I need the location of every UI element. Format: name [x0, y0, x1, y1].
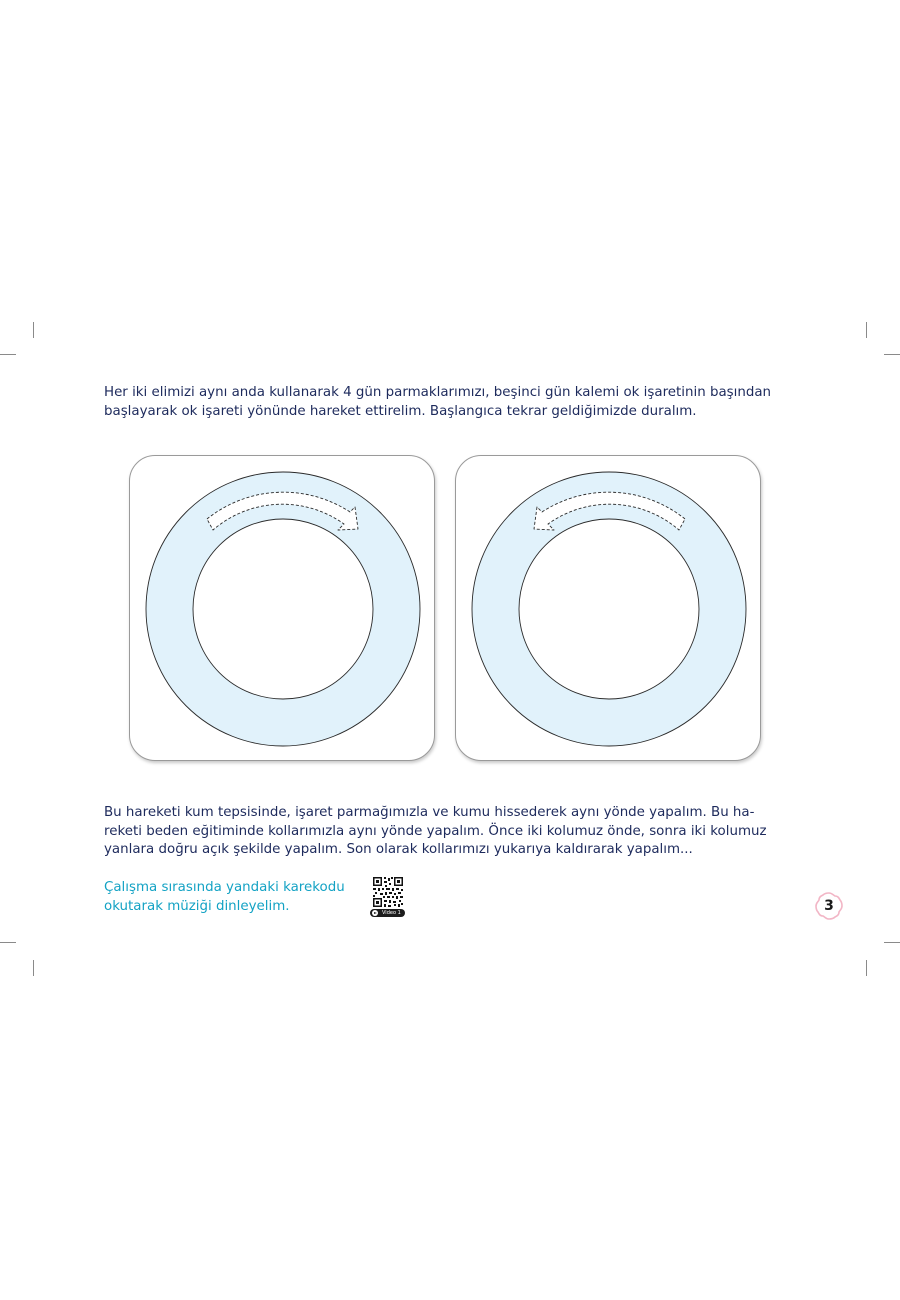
- crop-mark: [884, 354, 900, 355]
- intro-instructions: [104, 384, 784, 421]
- tracing-ring: [130, 456, 436, 762]
- follow-up-line: Bu hareketi kum tepsisinde, işaret parmağımızla ve kumu hissederek aynı yönde yapalım. Bu ha-: [104, 805, 755, 820]
- music-note-line: Çalışma sırasında yandaki karekodu: [104, 880, 345, 895]
- crop-mark: [0, 942, 16, 943]
- crop-mark: [866, 322, 867, 338]
- crop-mark: [33, 960, 34, 976]
- video-label[interactable]: [370, 909, 405, 917]
- crop-mark: [866, 960, 867, 976]
- intro-line: Her iki elimizi aynı anda kullanarak 4 gün parmaklarımızı, beşinci gün kalemi ok işaretinin başından: [104, 385, 772, 400]
- inner-circle: [519, 519, 699, 699]
- intro-line: başlayarak ok işareti yönünde hareket ettirelim. Başlangıca tekrar geldiğimizde duralım.: [104, 403, 697, 419]
- follow-up-line: reketi beden eğitiminde kollarımızla aynı yönde yapalım. Önce iki kolumuz önde, sonra iki kolumuz: [104, 823, 767, 839]
- crop-mark: [884, 942, 900, 943]
- inner-circle: [193, 519, 373, 699]
- page-number: 3: [824, 898, 834, 914]
- tracing-ring: [456, 456, 762, 762]
- play-icon: [372, 910, 378, 916]
- crop-mark: [0, 354, 16, 355]
- tracing-card-counterclockwise: [455, 455, 761, 761]
- qr-code-icon[interactable]: [372, 876, 404, 908]
- follow-up-line: yanlara doğru açık şekilde yapalım. Son olarak kollarımızı yukarıya kaldırarak yapalım...: [104, 842, 693, 857]
- crop-mark: [33, 322, 34, 338]
- page-number-badge: [814, 891, 844, 921]
- tracing-card-clockwise: [129, 455, 435, 761]
- follow-up-instructions: [104, 804, 784, 860]
- video-label-text: Video 1: [382, 910, 401, 916]
- music-note-line: okutarak müziği dinleyelim.: [104, 899, 290, 914]
- music-note: [104, 878, 364, 916]
